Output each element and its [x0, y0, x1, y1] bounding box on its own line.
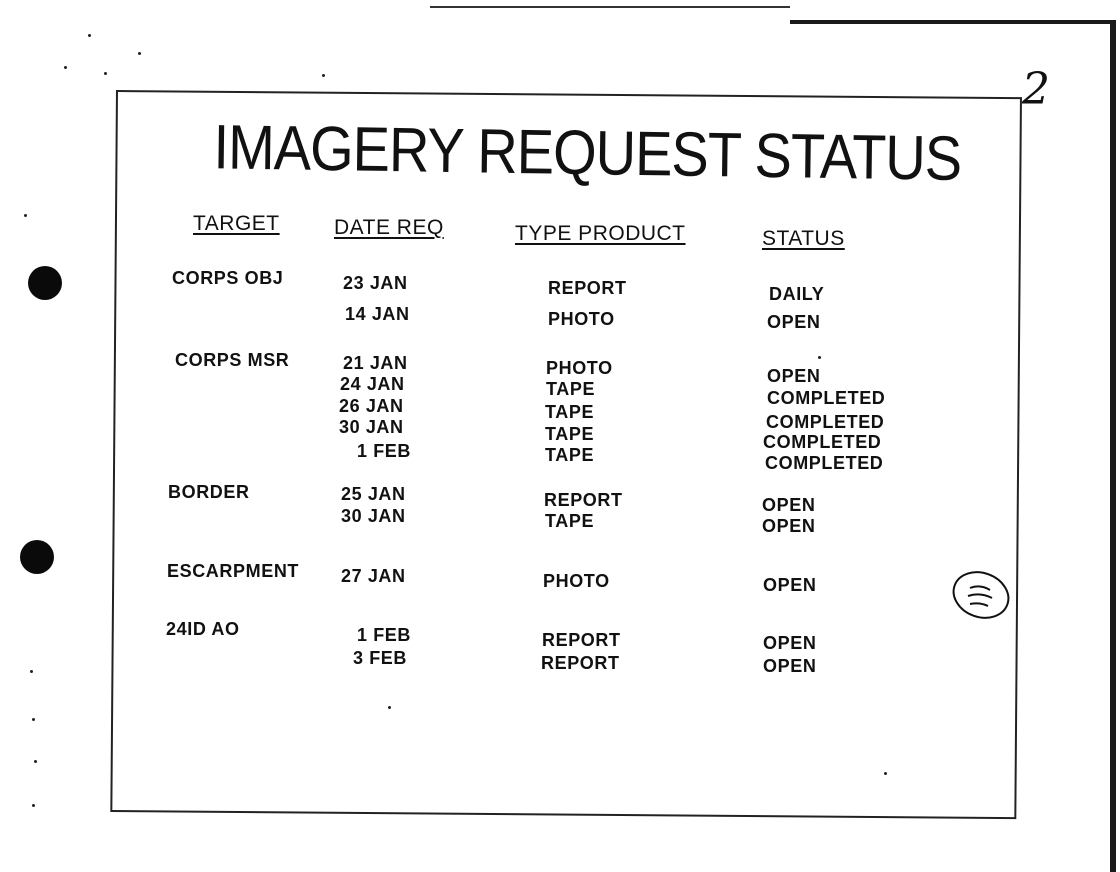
- header-type-product: TYPE PRODUCT: [515, 222, 686, 245]
- scan-edge-right: [1110, 22, 1116, 872]
- cell-status: OPEN: [763, 575, 817, 595]
- header-date-req: DATE REQ: [334, 216, 444, 239]
- cell-target: 24ID AO: [166, 619, 240, 639]
- cell-product: REPORT: [542, 630, 621, 650]
- cell-product: TAPE: [545, 511, 595, 531]
- cell-date: 1 FEB: [357, 441, 412, 461]
- speck: [24, 214, 27, 217]
- page-number: 2: [1022, 64, 1050, 115]
- cell-date: 30 JAN: [341, 506, 406, 526]
- cell-target: CORPS OBJ: [172, 268, 284, 288]
- cell-date: 14 JAN: [345, 304, 410, 324]
- speck: [322, 74, 325, 77]
- cell-date: 24 JAN: [340, 374, 405, 394]
- speck: [88, 34, 91, 37]
- cell-status: COMPLETED: [767, 388, 886, 408]
- speck: [138, 52, 141, 55]
- cell-product: REPORT: [548, 278, 627, 298]
- cell-product: TAPE: [545, 445, 595, 465]
- speck: [64, 66, 67, 69]
- handwritten-circle-mark: [948, 566, 1014, 624]
- cell-date: 23 JAN: [343, 273, 408, 293]
- cell-status: OPEN: [763, 656, 817, 676]
- cell-date: 30 JAN: [339, 417, 404, 437]
- cell-status: COMPLETED: [763, 432, 882, 452]
- cell-product: PHOTO: [548, 309, 615, 329]
- cell-product: REPORT: [544, 490, 623, 510]
- punch-hole-bottom: [20, 540, 54, 574]
- cell-date: 21 JAN: [343, 353, 408, 373]
- header-status: STATUS: [762, 227, 845, 250]
- cell-target: ESCARPMENT: [167, 561, 300, 581]
- scan-edge-line: [430, 6, 790, 8]
- scan-edge-top: [790, 20, 1116, 24]
- cell-status: OPEN: [767, 312, 821, 332]
- cell-date: 27 JAN: [341, 566, 406, 586]
- speck: [34, 760, 37, 763]
- cell-date: 1 FEB: [357, 625, 412, 645]
- cell-date: 25 JAN: [341, 484, 406, 504]
- cell-date: 26 JAN: [339, 396, 404, 416]
- cell-status: DAILY: [769, 284, 825, 304]
- header-target: TARGET: [193, 212, 280, 235]
- cell-product: PHOTO: [546, 358, 613, 378]
- cell-status: COMPLETED: [765, 453, 884, 473]
- page-title: IMAGERY REQUEST STATUS: [213, 111, 962, 194]
- cell-status: COMPLETED: [766, 412, 885, 432]
- cell-target: CORPS MSR: [175, 350, 290, 370]
- cell-product: PHOTO: [543, 571, 610, 591]
- cell-product: TAPE: [545, 402, 595, 422]
- speck: [30, 670, 33, 673]
- cell-product: REPORT: [541, 653, 620, 673]
- cell-product: TAPE: [545, 424, 595, 444]
- cell-date: 3 FEB: [353, 648, 408, 668]
- cell-status: OPEN: [762, 516, 816, 536]
- speck: [104, 72, 107, 75]
- cell-status: OPEN: [767, 366, 821, 386]
- cell-status: OPEN: [762, 495, 816, 515]
- cell-target: BORDER: [168, 482, 250, 502]
- punch-hole-top: [28, 266, 62, 300]
- speck: [32, 804, 35, 807]
- speck: [32, 718, 35, 721]
- cell-product: TAPE: [546, 379, 596, 399]
- cell-status: OPEN: [763, 633, 817, 653]
